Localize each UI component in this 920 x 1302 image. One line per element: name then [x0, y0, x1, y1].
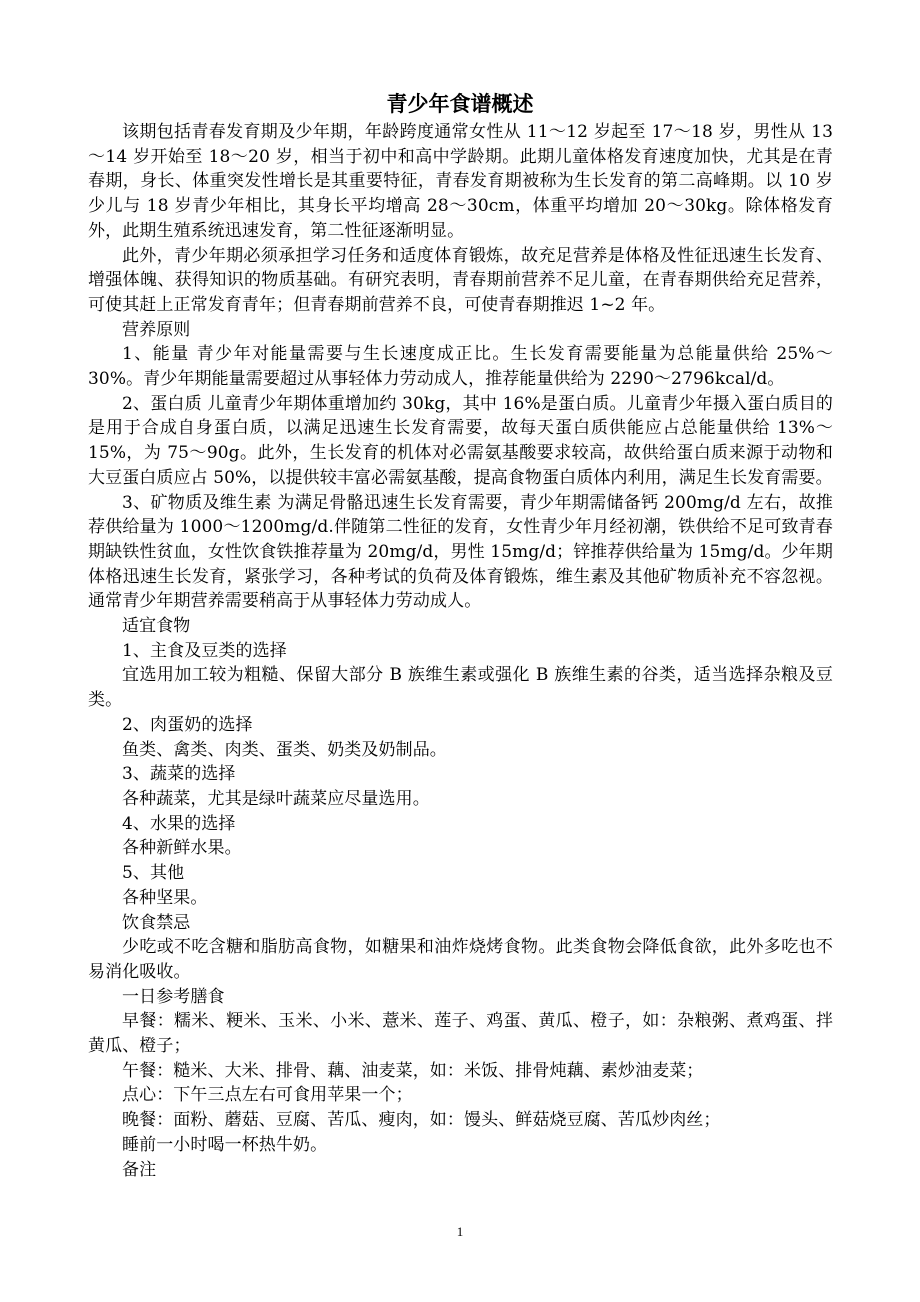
subheading: 5、其他 [122, 863, 185, 884]
subheading: 2、肉蛋奶的选择 [122, 714, 253, 735]
section-heading: 营养原则 [122, 319, 191, 340]
meal-line: 早餐：糯米、粳米、玉米、小米、薏米、莲子、鸡蛋、黄瓜、橙子，如：杂粮粥、煮鸡蛋、拌黄瓜、橙子； [88, 1011, 833, 1057]
paragraph: 鱼类、禽类、肉类、蛋类、奶类及奶制品。 [122, 739, 447, 760]
paragraph: 各种蔬菜，尤其是绿叶蔬菜应尽量选用。 [122, 788, 430, 809]
paragraph: 1、能量 青少年对能量需要与生长速度成正比。生长发育需要能量为总能量供给 25%～30%。青少年期能量需要超过从事轻体力劳动成人，推荐能量供给为 2290～2796kcal/d。 [88, 344, 833, 390]
paragraph: 此外，青少年期必须承担学习任务和适度体育锻炼，故充足营养是体格及性征迅速生长发育、增强体魄、获得知识的物质基础。有研究表明，青春期前营养不足儿童，在青春期供给充足营养，可使其赶上正常发育青年；但青春期前营养不良，可使青春期推迟 1~2 年。 [88, 245, 833, 315]
paragraph: 各种坚果。 [122, 887, 208, 908]
paragraph: 该期包括青春发育期及少年期，年龄跨度通常女性从 11～12 岁起至 17～18 岁，男性从 13～14 岁开始至 18～20 岁，相当于初中和高中学龄期。此期儿童体格发育速度加快，尤其是在青春期，身长、体重突发性增长是其重要特征，青春发育期被称为生长发育的第二高峰期。以 10 岁少儿与 18 岁青少年相比，其身长平均增高 28～30cm，体重平均增加 20～30kg。除体格发育外，此期生殖系统迅速发育，第二性征逐渐明显。 [88, 122, 833, 241]
section-heading: 适宜食物 [122, 616, 191, 637]
paragraph: 各种新鲜水果。 [122, 838, 242, 859]
paragraph: 宜选用加工较为粗糙、保留大部分 B 族维生素或强化 B 族维生素的谷类，适当选择杂粮及豆类。 [88, 665, 833, 711]
section-heading: 饮食禁忌 [122, 912, 191, 933]
section-heading: 备注 [122, 1159, 157, 1180]
meal-line: 午餐：糙米、大米、排骨、藕、油麦菜，如：米饭、排骨炖藕、素炒油麦菜； [122, 1060, 704, 1081]
section-heading: 一日参考膳食 [122, 986, 225, 1007]
paragraph: 3、矿物质及维生素 为满足骨骼迅速生长发育需要，青少年期需储备钙 200mg/d 左右，故推荐供给量为 1000～1200mg/d.伴随第二性征的发育，女性青少年月经初潮，铁供给不足可致青春期缺铁性贫血，女性饮食铁推荐量为 20mg/d，男性 15mg/d；锌推荐供给量为 15mg/d。少年期体格迅速生长发育，紧张学习，各种考试的负荷及体育锻炼，维生素及其他矿物质补充不容忽视。通常青少年期营养需要稍高于从事轻体力劳动成人。 [88, 492, 833, 612]
subheading: 3、蔬菜的选择 [122, 764, 236, 785]
paragraph: 少吃或不吃含糖和脂肪高食物，如糖果和油炸烧烤食物。此类食物会降低食欲，此外多吃也不易消化吸收。 [88, 937, 833, 982]
meal-line: 点心：下午三点左右可食用苹果一个； [122, 1085, 413, 1106]
paragraph: 2、蛋白质 儿童青少年期体重增加约 30kg，其中 16%是蛋白质。儿童青少年摄入蛋白质目的是用于合成自身蛋白质，以满足迅速生长发育需要，故每天蛋白质供能应占总能量供给 13%～15%，为 75～90g。此外，生长发育的机体对必需氨基酸要求较高，故供给蛋白质来源于动物和大豆蛋白质应占 50%，以提供较丰富必需氨基酸，提高食物蛋白质体内利用，满足生长发育需要。 [88, 393, 833, 488]
page-number: 1 [456, 1224, 464, 1239]
meal-line: 晚餐：面粉、蘑菇、豆腐、苦瓜、瘦肉，如：馒头、鲜菇烧豆腐、苦瓜炒肉丝； [122, 1110, 721, 1131]
subheading: 1、主食及豆类的选择 [122, 640, 287, 661]
page-title: 青少年食谱概述 [386, 92, 534, 116]
document-body [88, 120, 833, 1182]
meal-line: 睡前一小时喝一杯热牛奶。 [122, 1134, 328, 1155]
subheading: 4、水果的选择 [122, 813, 236, 834]
